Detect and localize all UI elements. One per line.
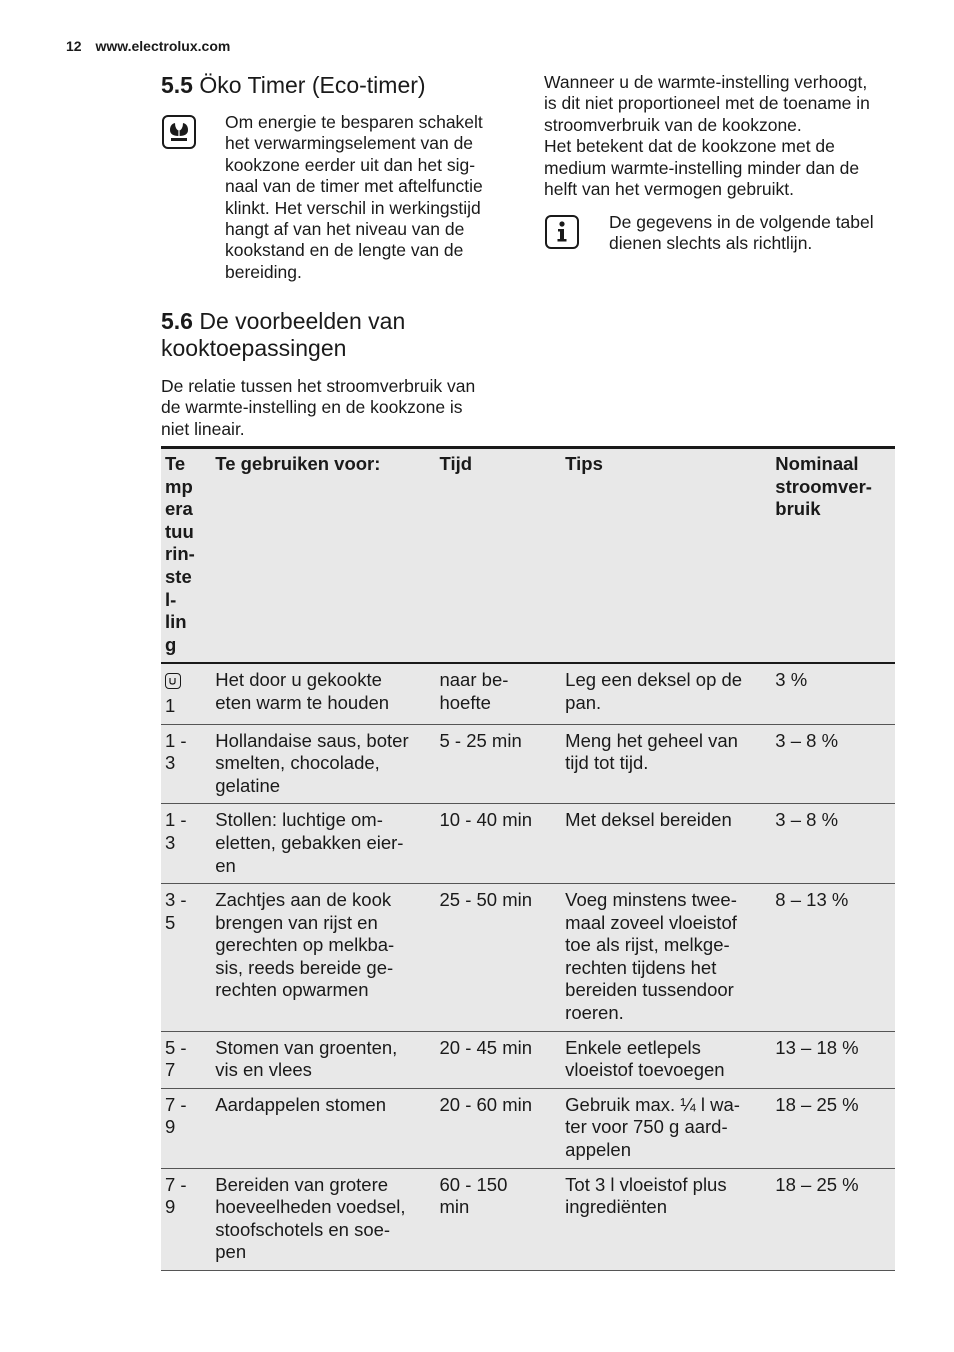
col-header-tips: Tips: [565, 453, 603, 474]
cell-setting: 3 - 5: [165, 889, 187, 933]
cell-tips: Gebruik max. ¼ l wa- ter voor 750 g aard- appelen: [565, 1093, 740, 1161]
table-row: [161, 1088, 895, 1168]
cell-time: 60 - 150 min: [439, 1173, 508, 1218]
cell-use: Het door u gekookte eten warm te houden: [215, 669, 390, 713]
info-icon: [545, 215, 579, 249]
col-header-use: Te gebruiken voor:: [215, 453, 381, 474]
info-note: De gegevens in de volgende tabel dienen slechts als richtlijn.: [609, 212, 874, 254]
section-5-6-heading: [161, 308, 405, 362]
page-header: [66, 38, 230, 54]
cell-time: naar be- hoefte: [439, 669, 509, 713]
section-title-cont: kooktoepassingen: [161, 335, 347, 361]
site-url: www.electrolux.com: [95, 38, 231, 54]
cell-tips: Tot 3 l vloeistof plus ingrediënten: [565, 1173, 727, 1218]
table-row: [161, 724, 895, 804]
cell-tips: Voeg minstens twee- maal zoveel vloeistof toe als rijst, melkge- rechten tijdens het bereiden tussendoor roeren.: [565, 889, 737, 1024]
cell-tips: Met deksel bereiden: [565, 809, 732, 831]
section-5-6-text: De relatie tussen het stroomverbruik van de warmte-instelling en de kookzone is niet lineair.: [161, 376, 476, 439]
cell-power: 8 – 13 %: [775, 889, 849, 911]
col-header-power: Nominaal stroomver- bruik: [775, 453, 872, 520]
cell-time: 5 - 25 min: [439, 729, 522, 751]
section-5-5-heading: [161, 72, 426, 99]
col-header-setting: Te mp era tuu rin- ste l- lin g: [165, 453, 195, 655]
cell-power: 3 %: [775, 669, 808, 691]
cooking-examples-table: [161, 446, 895, 1271]
table-header-row: [161, 448, 895, 664]
section-title: De voorbeelden van: [199, 308, 406, 334]
section-number: 5.5: [161, 72, 193, 98]
eco-leaf-icon: [162, 115, 196, 149]
cell-setting: 5 - 7: [165, 1036, 187, 1081]
cell-power: 3 – 8 %: [775, 729, 839, 751]
cell-tips: Meng het geheel van tijd tot tijd.: [565, 729, 738, 774]
cell-setting: 1 - 3: [165, 809, 187, 853]
cell-tips: Leg een deksel op de pan.: [565, 669, 743, 713]
cell-use: Bereiden van grotere hoeveelheden voedsel, stoofschotels en soe- pen: [215, 1173, 406, 1263]
table-row: [161, 1031, 895, 1088]
cell-setting: 1 - 3: [165, 729, 187, 774]
cell-use: Aardappelen stomen: [215, 1093, 386, 1115]
cell-setting: 7 - 9: [165, 1093, 187, 1138]
cell-time: 20 - 45 min: [439, 1036, 533, 1058]
keep-warm-icon: [165, 673, 181, 689]
cell-power: 13 – 18 %: [775, 1036, 859, 1058]
cell-power: 18 – 25 %: [775, 1173, 859, 1195]
table-row: [161, 884, 895, 1032]
cell-time: 20 - 60 min: [439, 1093, 533, 1115]
section-title: Öko Timer (Eco-timer): [199, 72, 426, 98]
table-row: [161, 663, 895, 724]
cell-setting: 7 - 9: [165, 1173, 187, 1218]
cell-time: 10 - 40 min: [439, 809, 533, 831]
cell-tips: Enkele eetlepels vloeistof toevoegen: [565, 1036, 725, 1081]
right-column-text: Wanneer u de warmte-instelling verhoogt, is dit niet proportioneel met de toename in stroomverbruik van de kookzone. Het betekent dat de kookzone met de medium warmte-instelling minder dan de helft van het vermogen gebruikt.: [544, 72, 870, 200]
cell-use: Hollandaise saus, boter smelten, chocolade, gelatine: [215, 729, 409, 796]
cell-power: 18 – 25 %: [775, 1093, 859, 1115]
col-header-time: Tijd: [439, 453, 473, 474]
cell-use: Stollen: luchtige om- eletten, gebakken eier- en: [215, 809, 404, 876]
table-row: [161, 1168, 895, 1270]
cell-use: Zachtjes aan de kook brengen van rijst en gerechten op melkba- sis, reeds bereide ge- rechten opwarmen: [215, 889, 395, 1001]
cell-time: 25 - 50 min: [439, 889, 533, 911]
section-number: 5.6: [161, 308, 193, 334]
page-number: 12: [66, 38, 82, 54]
table-row: [161, 804, 895, 884]
section-5-5-text: Om energie te besparen schakelt het verwarmingselement van de kookzone eerder uit dan het sig- naal van de timer met aftelfunctie klinkt. Het verschil in werkingstijd hangt af van het niveau van de kookstand en de lengte van de bereiding.: [225, 112, 483, 282]
cell-use: Stomen van groenten, vis en vlees: [215, 1036, 398, 1081]
cell-power: 3 – 8 %: [775, 809, 839, 831]
cell-setting: 1: [161, 663, 211, 724]
